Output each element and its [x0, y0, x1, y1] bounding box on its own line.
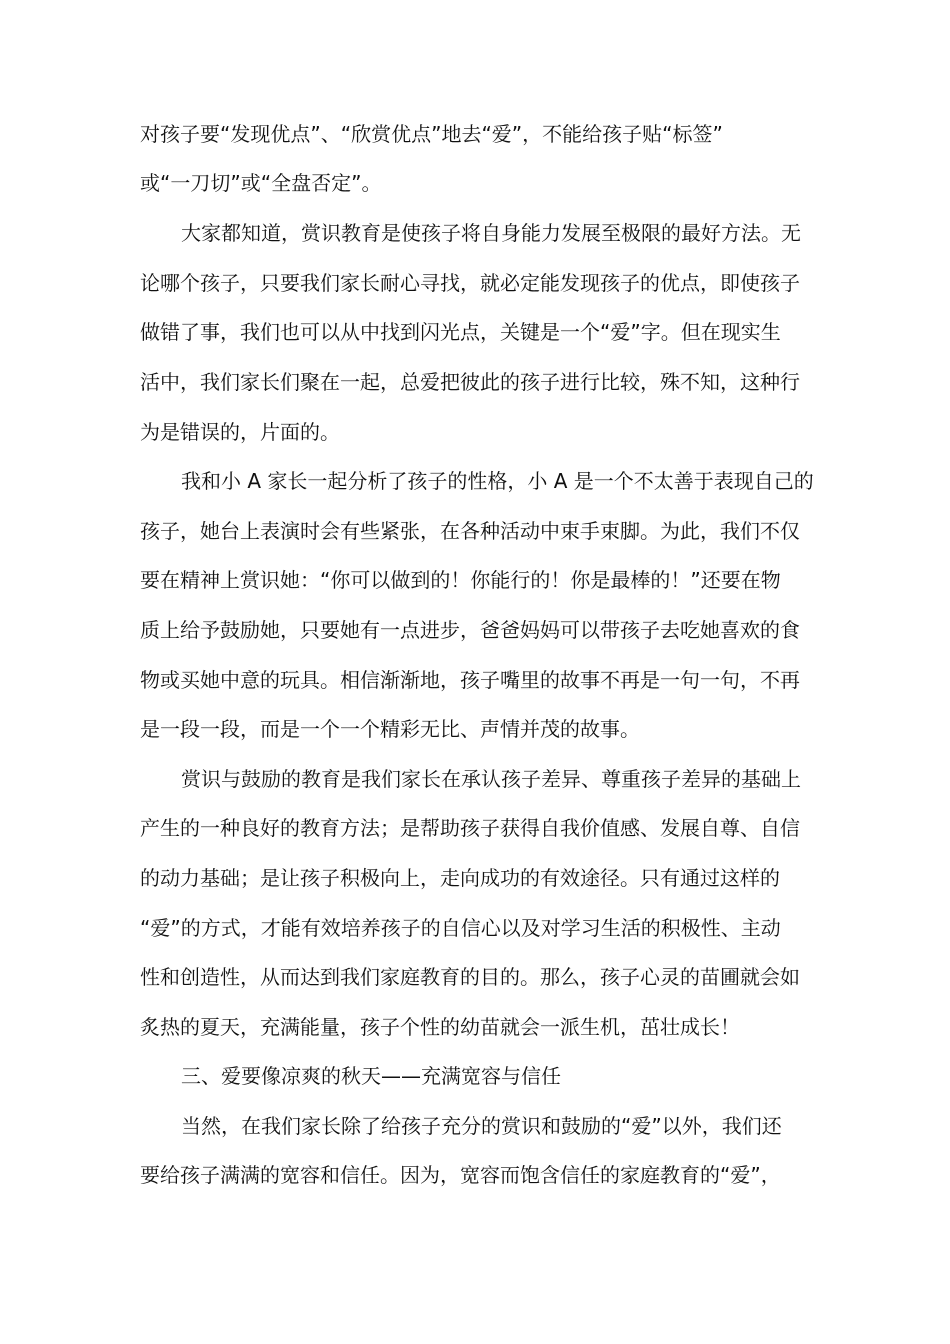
paragraph-line: 是一段一段，而是一个一个精彩无比、声情并茂的故事。: [140, 717, 640, 741]
paragraph-first-line: 当然，在我们家长除了给孩子充分的赏识和鼓励的“爱”以外，我们还: [181, 1114, 782, 1138]
paragraph-line: 要在精神上赏识她：“你可以做到的！你能行的！你是最棒的！”还要在物: [140, 568, 781, 592]
paragraph-line: 质上给予鼓励她，只要她有一点进步，爸爸妈妈可以带孩子去吃她喜欢的食: [140, 618, 800, 642]
paragraph-first-line: 大家都知道，赏识教育是使孩子将自身能力发展至极限的最好方法。无: [181, 221, 801, 245]
paragraph-line: 物或买她中意的玩具。相信渐渐地，孩子嘴里的故事不再是一句一句，不再: [140, 668, 800, 692]
section-heading: 三、爱要像凉爽的秋天——充满宽容与信任: [181, 1064, 561, 1088]
paragraph-line: 性和创造性，从而达到我们家庭教育的目的。那么，孩子心灵的苗圃就会如: [140, 965, 800, 989]
paragraph-line: 做错了事，我们也可以从中找到闪光点，关键是一个“爱”字。但在现实生: [140, 320, 781, 344]
paragraph-line: 要给孩子满满的宽容和信任。因为，宽容而饱含信任的家庭教育的“爱”，: [140, 1163, 781, 1187]
paragraph-line: 为是错误的，片面的。: [140, 420, 340, 444]
paragraph-first-line: 我和小 A 家长一起分析了孩子的性格，小 A 是一个不太善于表现自己的: [181, 469, 814, 493]
paragraph-line: “爱”的方式，才能有效培养孩子的自信心以及对学习生活的积极性、主动: [140, 916, 781, 940]
paragraph-line: 产生的一种良好的教育方法；是帮助孩子获得自我价值感、发展自尊、自信: [140, 816, 800, 840]
paragraph-line: 或“一刀切”或“全盘否定”。: [140, 171, 382, 195]
paragraph-line: 孩子，她台上表演时会有些紧张，在各种活动中束手束脚。为此，我们不仅: [140, 519, 800, 543]
paragraph-line: 活中，我们家长们聚在一起，总爱把彼此的孩子进行比较，殊不知，这种行: [140, 370, 800, 394]
paragraph-line: 的动力基础；是让孩子积极向上，走向成功的有效途径。只有通过这样的: [140, 866, 780, 890]
paragraph-line: 对孩子要“发现优点”、“欣赏优点”地去“爱”，不能给孩子贴“标签”: [140, 122, 723, 146]
paragraph-first-line: 赏识与鼓励的教育是我们家长在承认孩子差异、尊重孩子差异的基础上: [181, 767, 801, 791]
paragraph-line: 论哪个孩子，只要我们家长耐心寻找，就必定能发现孩子的优点，即使孩子: [140, 271, 800, 295]
paragraph-line: 炙热的夏天，充满能量，孩子个性的幼苗就会一派生机，茁壮成长！: [140, 1015, 740, 1039]
